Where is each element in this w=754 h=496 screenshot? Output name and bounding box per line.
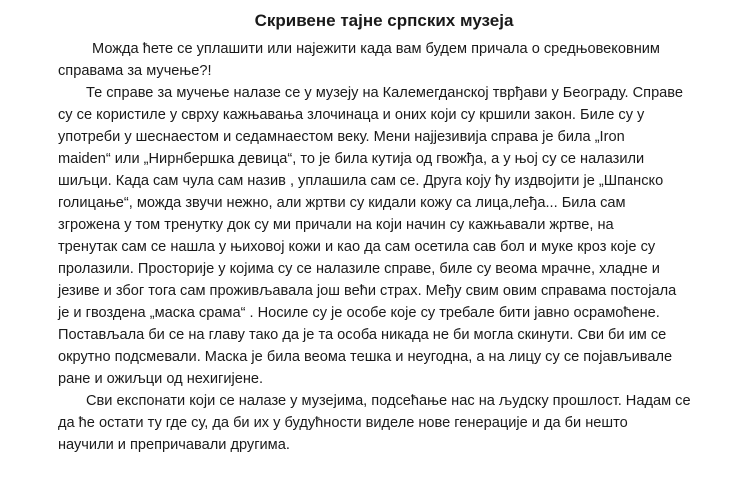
document-body (58, 38, 738, 456)
paragraph-2-line-13: окрутно подсмевали. Маска је била веома тешка и неугодна, а на лицу су се појављивале (58, 349, 673, 365)
paragraph-3-line-1: Сви експонати који се налазе у музејима, подсећање нас на људску прошлост. Надам се (86, 393, 691, 409)
paragraph-2-line-5: шиљци. Када сам чула сам назив , уплашила сам се. Друга коју ћу издвојити је „Шпанско (58, 173, 664, 189)
paragraph-1-line-2: справама за мучење?! (58, 63, 212, 79)
paragraph-2-line-7: згрожена у том тренутку док су ми причали на који начин су кажњавали жртве, на (58, 217, 614, 233)
paragraph-3-line-3: научили и препричавали другима. (58, 437, 290, 453)
paragraph-2-line-6: голицање“, можда звучи нежно, али жртви су кидали кожу са лица,леђа... Била сам (58, 195, 626, 211)
paragraph-2-line-2: су се користиле у сврху кажњавања злочинаца и оних који су кршили закон. Биле су у (58, 107, 645, 123)
paragraph-2-line-1: Те справе за мучење налазе се у музеју на Калемегданској тврђави у Београду. Справе (86, 85, 684, 101)
paragraph-2-line-9: пролазили. Просторије у којима су се налазиле справе, биле су веома мрачне, хладне и (58, 261, 660, 277)
paragraph-1-line-1: Можда ћете се уплашити или најежити када вам будем причала о средњовековним (92, 41, 660, 57)
document-title: Скривене тајне српских музеја (254, 11, 514, 30)
paragraph-2-line-8: тренутак сам се нашла у њиховој кожи и као да сам осетила сав бол и муке кроз које су (58, 239, 656, 255)
paragraph-3-line-2: да ће остати ту где су, да би их у будућности виделе нове генерације и да би нешто (58, 415, 628, 431)
paragraph-2-line-10: језиве и због тога сам проживљавала још већи страх. Међу свим овим справама постојала (58, 283, 677, 299)
paragraph-2-line-4: maiden“ или „Нирнбершка девица“, то је била кутија од гвожђа, а у њој су се налазили (58, 151, 645, 167)
paragraph-2-line-12: Постављала би се на главу тако да је та особа никада не би могла скинути. Сви би им се (58, 327, 667, 343)
paragraph-2-line-14: ране и ожиљци од нехигијене. (58, 371, 264, 387)
paragraph-2-line-3: употреби у шеснаестом и седамнаестом веку. Мени најјезивија справа је била „Iron (58, 129, 625, 145)
paragraph-2-line-11: је и гвоздена „маска срама“ . Носиле су је особе које су требале бити јавно осрамоћене. (58, 305, 660, 321)
